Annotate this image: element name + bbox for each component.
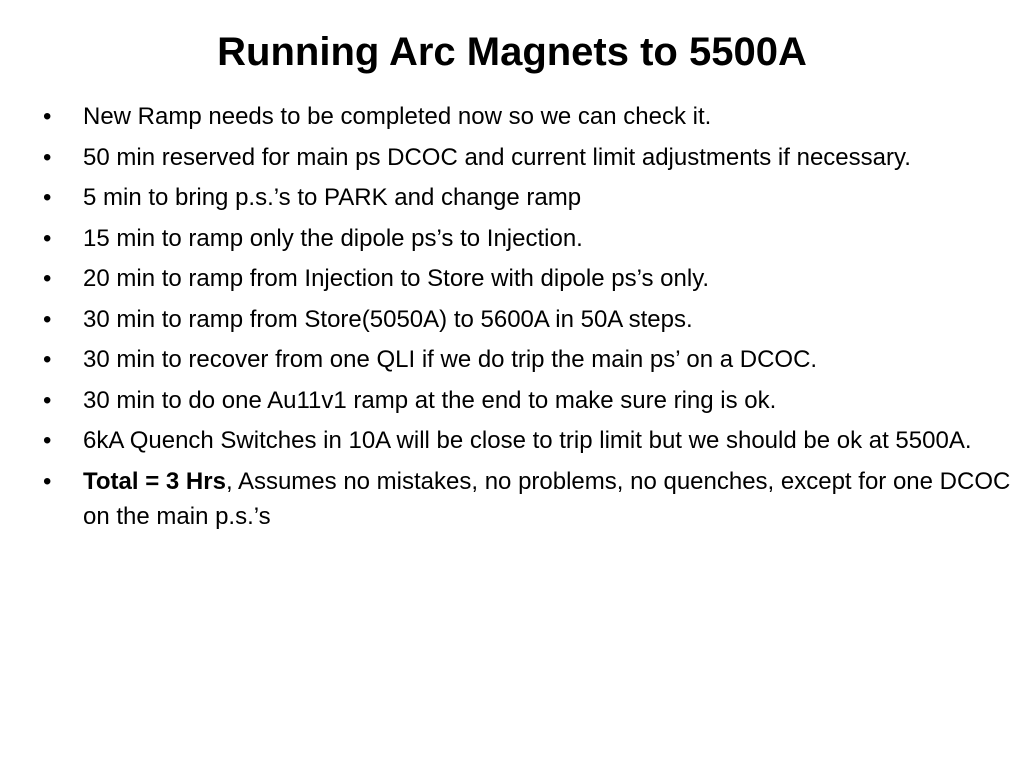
list-item — [0, 261, 1024, 296]
bullet-text: 15 min to ramp only the dipole ps’s to Injection. — [83, 224, 583, 252]
list-item — [0, 221, 1024, 256]
list-item — [0, 423, 1024, 458]
bullet-icon: • — [43, 386, 52, 414]
bullet-icon: • — [43, 427, 52, 454]
bullet-icon: • — [43, 103, 52, 130]
bullet-icon: • — [43, 143, 52, 171]
bullet-icon: • — [43, 224, 52, 252]
slide-title: Running Arc Magnets to 5500A — [217, 30, 807, 74]
bullet-icon: • — [43, 265, 52, 292]
total-item — [0, 464, 1024, 534]
bullet-icon: • — [43, 184, 52, 211]
bullet-text: 20 min to ramp from Injection to Store with dipole ps’s only. — [83, 265, 710, 292]
bullet-text: 50 min reserved for main ps DCOC and current limit adjustments if necessary. — [83, 143, 911, 171]
total-label: Total = 3 Hrs — [83, 467, 226, 495]
bullet-icon: • — [43, 305, 52, 333]
bullet-text: 6kA Quench Switches in 10A will be close to trip limit but we should be ok at 5500A. — [83, 427, 972, 454]
list-item — [0, 342, 1024, 377]
bullet-icon: • — [43, 346, 52, 373]
list-item — [0, 383, 1024, 418]
bullet-icon: • — [43, 467, 52, 495]
bullet-text: 30 min to recover from one QLI if we do trip the main ps’ on a DCOC. — [83, 346, 818, 373]
bullet-text: New Ramp needs to be completed now so we can check it. — [83, 103, 712, 130]
list-item — [0, 302, 1024, 337]
total-text: , Assumes no mistakes, no problems, no quenches, except for one DCOC on the main p.s.’s — [83, 467, 1011, 530]
bullet-text: 30 min to do one Au11v1 ramp at the end to make sure ring is ok. — [83, 386, 777, 414]
list-item — [0, 99, 1024, 134]
bullet-text: 30 min to ramp from Store(5050A) to 5600A in 50A steps. — [83, 305, 693, 333]
bullet-list — [0, 99, 1024, 539]
bullet-text: 5 min to bring p.s.’s to PARK and change ramp — [83, 184, 582, 211]
list-item — [0, 140, 1024, 175]
list-item — [0, 180, 1024, 215]
